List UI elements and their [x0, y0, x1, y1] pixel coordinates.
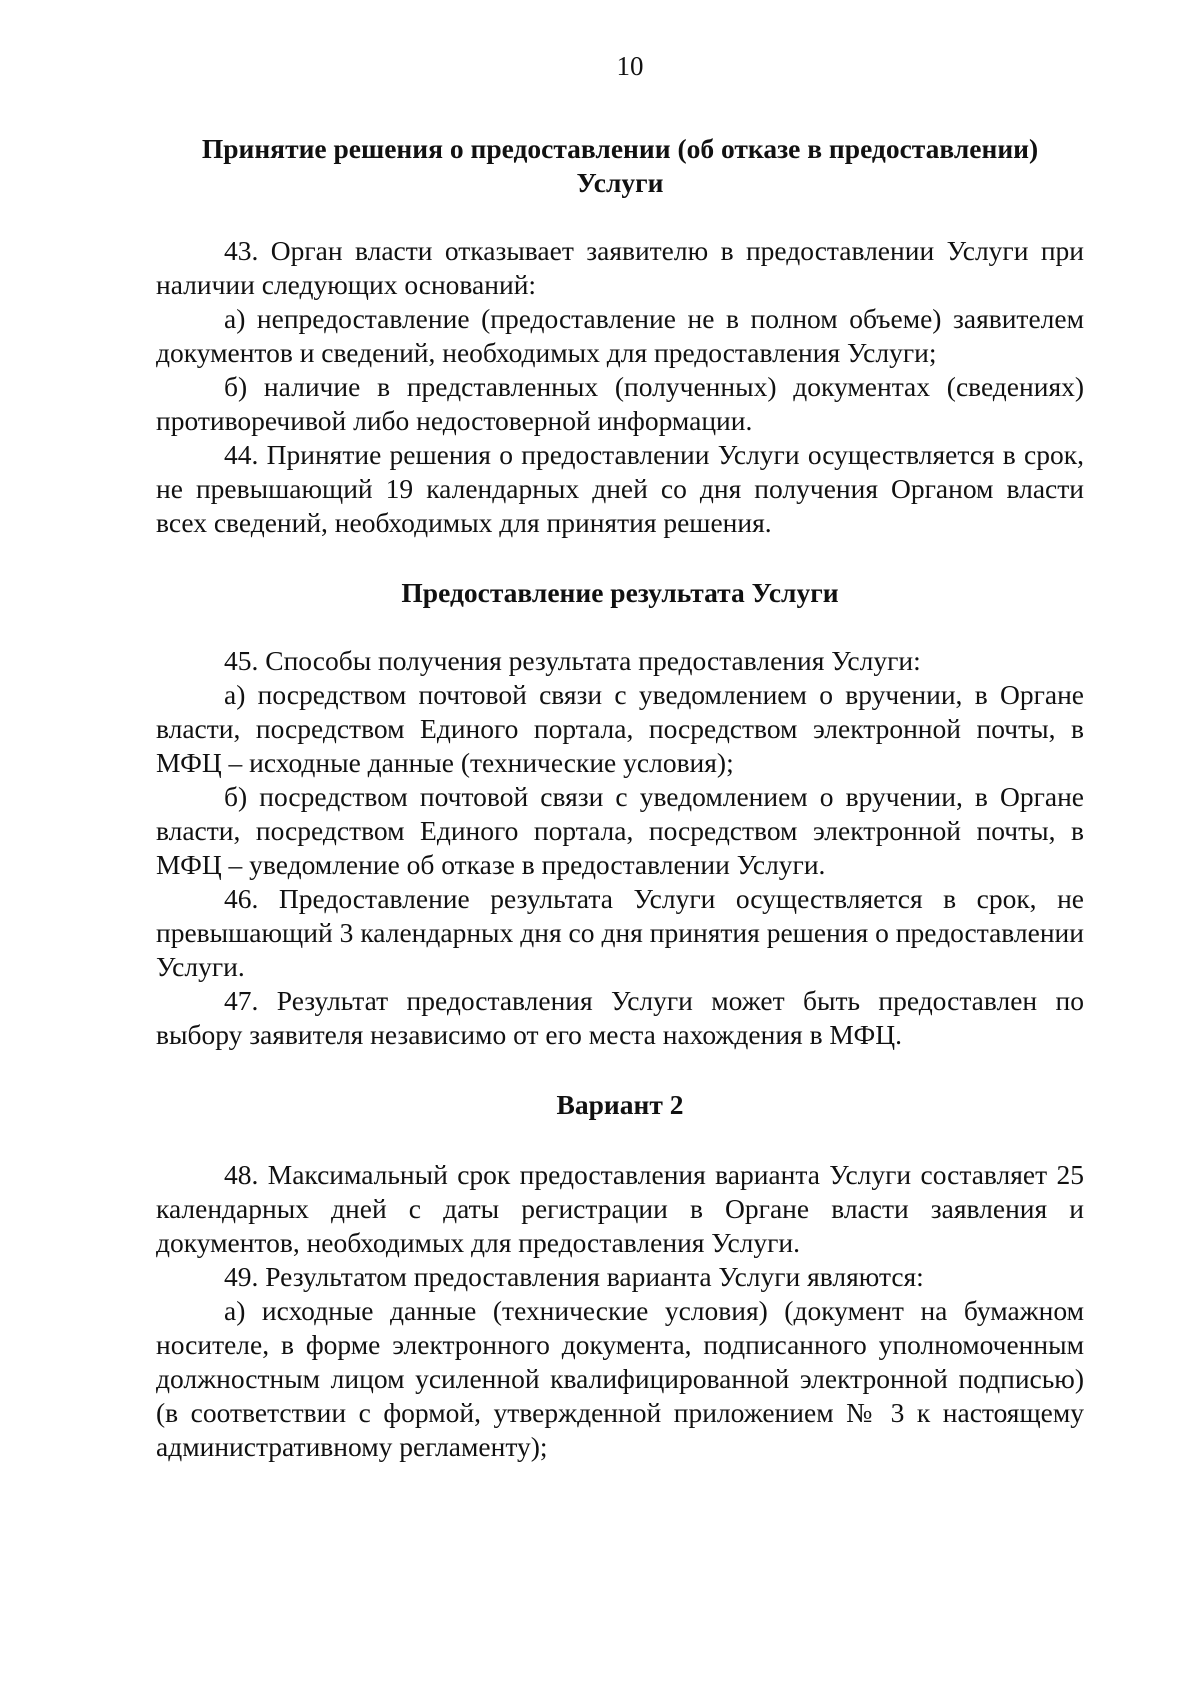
paragraph-44: 44. Принятие решения о предоставлении Услуги осуществляется в срок, не превышающий 19 календарных дней со дня получения Органом власти всех сведений, необходимых для принятия решения.: [156, 439, 1084, 538]
paragraph-43: 43. Орган власти отказывает заявителю в предоставлении Услуги при наличии следующих оснований:: [156, 235, 1084, 300]
paragraph-45b: б) посредством почтовой связи с уведомлением о вручении, в Органе власти, посредством Единого портала, посредством электронной почты, в МФЦ – уведомление об отказе в предоставлении Услуги.: [156, 781, 1084, 880]
paragraph-43a: а) непредоставление (предоставление не в полном объеме) заявителем документов и сведений, необходимых для предоставления Услуги;: [156, 303, 1084, 368]
section-decision-heading-line1: Принятие решения о предоставлении (об отказе в предоставлении): [201, 133, 1039, 164]
section-result: [156, 576, 1084, 1052]
paragraph-49a: а) исходные данные (технические условия) (документ на бумажном носителе, в форме электронного документа, подписанного уполномоченным должностным лицом усиленной квалифицированной электронной подписью) (в соответствии с формой, утвержденной приложением № 3 к настоящему административному регламенту);: [156, 1295, 1084, 1462]
paragraph-45a: а) посредством почтовой связи с уведомлением о вручении, в Органе власти, посредством Единого портала, посредством электронной почты, в МФЦ – исходные данные (технические условия);: [156, 679, 1084, 778]
section-variant-2-heading: Вариант 2: [556, 1089, 684, 1120]
section-result-heading: Предоставление результата Услуги: [401, 577, 839, 608]
paragraph-46: 46. Предоставление результата Услуги осуществляется в срок, не превышающий 3 календарных дня со дня принятия решения о предоставлении Услуги.: [156, 883, 1084, 982]
paragraph-45: 45. Способы получения результата предоставления Услуги:: [224, 645, 921, 676]
page-number: 10: [616, 51, 644, 81]
section-decision: [156, 132, 1084, 540]
paragraph-48: 48. Максимальный срок предоставления варианта Услуги составляет 25 календарных дней с даты регистрации в Органе власти заявления и документов, необходимых для предоставления Услуги.: [156, 1159, 1084, 1258]
section-decision-heading-line2: Услуги: [576, 167, 664, 198]
paragraph-47: 47. Результат предоставления Услуги может быть предоставлен по выбору заявителя независимо от его места нахождения в МФЦ.: [156, 985, 1084, 1050]
paragraph-43b: б) наличие в представленных (полученных) документах (сведениях) противоречивой либо недостоверной информации.: [156, 371, 1084, 436]
section-variant-2: [156, 1088, 1084, 1464]
paragraph-49: 49. Результатом предоставления варианта Услуги являются:: [224, 1261, 924, 1292]
